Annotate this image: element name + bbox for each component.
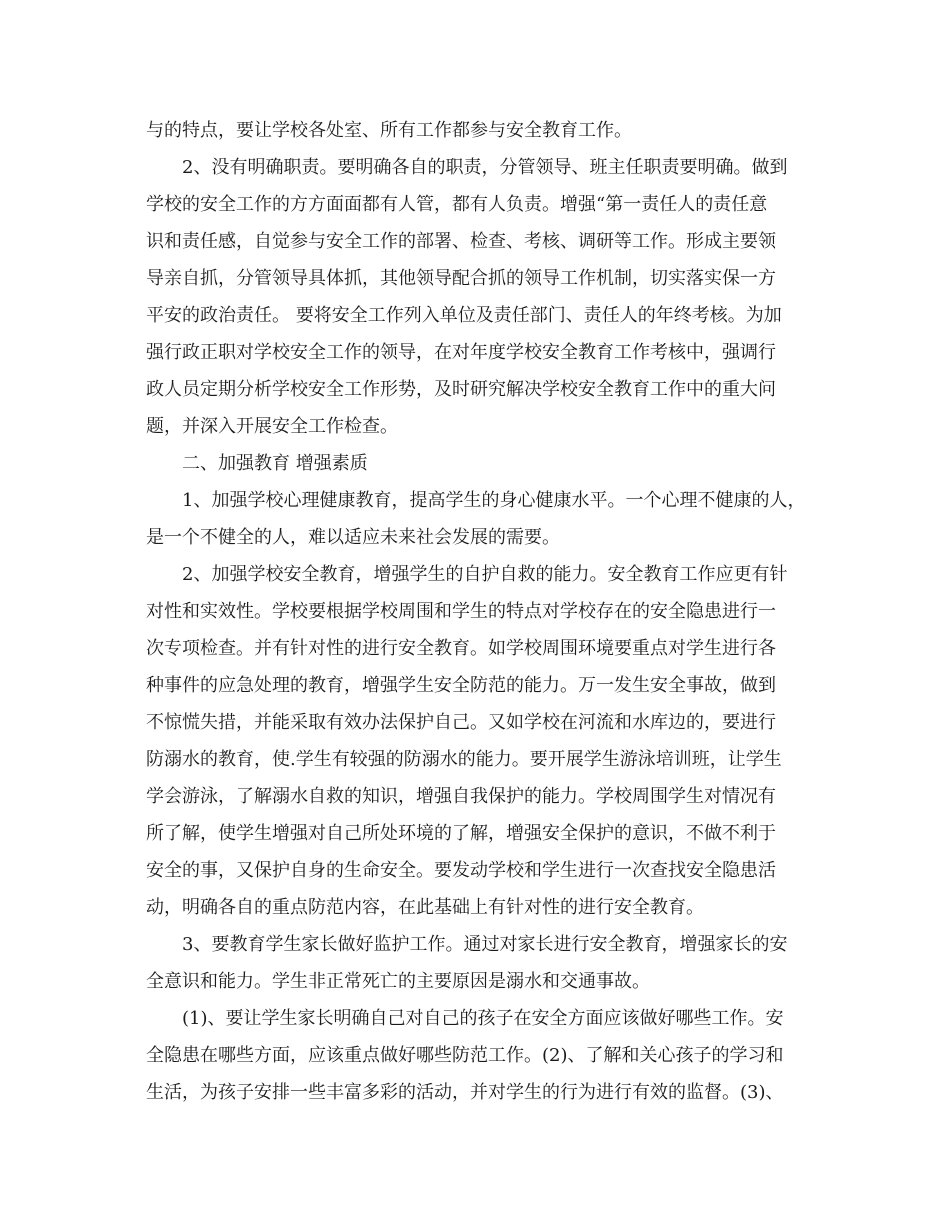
text-line: 安全的事，又保护自身的生命安全。要发动学校和学生进行一次查找安全隐患活 xyxy=(146,860,776,881)
text-line: 生活，为孩子安排一些丰富多彩的活动，并对学生的行为进行有效的监督。(3)、 xyxy=(146,1082,784,1103)
text-line: (1)、要让学生家长明确自己对自己的孩子在安全方面应该做好哪些工作。安 xyxy=(182,1008,784,1029)
text-line: 学校的安全工作的方方面面都有人管，都有人负责。增强“第一责任人的责任意 xyxy=(146,194,768,215)
text-line: 全隐患在哪些方面，应该重点做好哪些防范工作。(2)、了解和关心孩子的学习和 xyxy=(146,1045,784,1066)
text-line: 识和责任感，自觉参与安全工作的部署、检查、考核、调研等工作。形成主要领 xyxy=(146,231,776,252)
text-line: 所了解，使学生增强对自己所处环境的了解，增强安全保护的意识，不做不利于 xyxy=(146,823,776,844)
text-line: 防溺水的教育，使.学生有较强的防溺水的能力。要开展学生游泳培训班，让学生 xyxy=(146,749,782,770)
text-line: 动，明确各自的重点防范内容，在此基础上有针对性的进行安全教育。 xyxy=(146,897,704,918)
section-heading: 二、加强教育 增强素质 xyxy=(182,453,368,474)
text-line: 1、加强学校心理健康教育，提高学生的身心健康水平。一个心理不健康的人， xyxy=(182,490,806,511)
text-line: 2、没有明确职责。要明确各自的职责，分管领导、班主任职责要明确。做到 xyxy=(182,157,788,178)
text-line: 平安的政治责任。 要将安全工作列入单位及责任部门、责任人的年终考核。为加 xyxy=(146,305,782,326)
text-line: 题，并深入开展安全工作检查。 xyxy=(146,416,398,437)
text-line: 与的特点，要让学校各处室、所有工作都参与安全教育工作。 xyxy=(146,120,632,141)
text-line: 种事件的应急处理的教育，增强学生安全防范的能力。万一发生安全事故，做到 xyxy=(146,675,776,696)
text-line: 是一个不健全的人，难以适应未来社会发展的需要。 xyxy=(146,527,560,548)
text-line: 政人员定期分析学校安全工作形势，及时研究解决学校安全教育工作中的重大问 xyxy=(146,379,776,400)
text-line: 全意识和能力。学生非正常死亡的主要原因是溺水和交通事故。 xyxy=(146,971,650,992)
text-line: 学会游泳，了解溺水自救的知识，增强自我保护的能力。学校周围学生对情况有 xyxy=(146,786,776,807)
text-line: 3、要教育学生家长做好监护工作。通过对家长进行安全教育，增强家长的安 xyxy=(182,934,788,955)
text-line: 2、加强学校安全教育，增强学生的自护自救的能力。安全教育工作应更有针 xyxy=(182,564,788,585)
text-line: 次专项检查。并有针对性的进行安全教育。如学校周围环境要重点对学生进行各 xyxy=(146,638,776,659)
text-line: 对性和实效性。学校要根据学校周围和学生的特点对学校存在的安全隐患进行一 xyxy=(146,601,776,622)
text-line: 强行政正职对学校安全工作的领导，在对年度学校安全教育工作考核中，强调行 xyxy=(146,342,776,363)
text-line: 不惊慌失措，并能采取有效办法保护自己。又如学校在河流和水库边的，要进行 xyxy=(146,712,776,733)
text-line: 导亲自抓，分管领导具体抓，其他领导配合抓的领导工作机制，切实落实保一方 xyxy=(146,268,776,289)
